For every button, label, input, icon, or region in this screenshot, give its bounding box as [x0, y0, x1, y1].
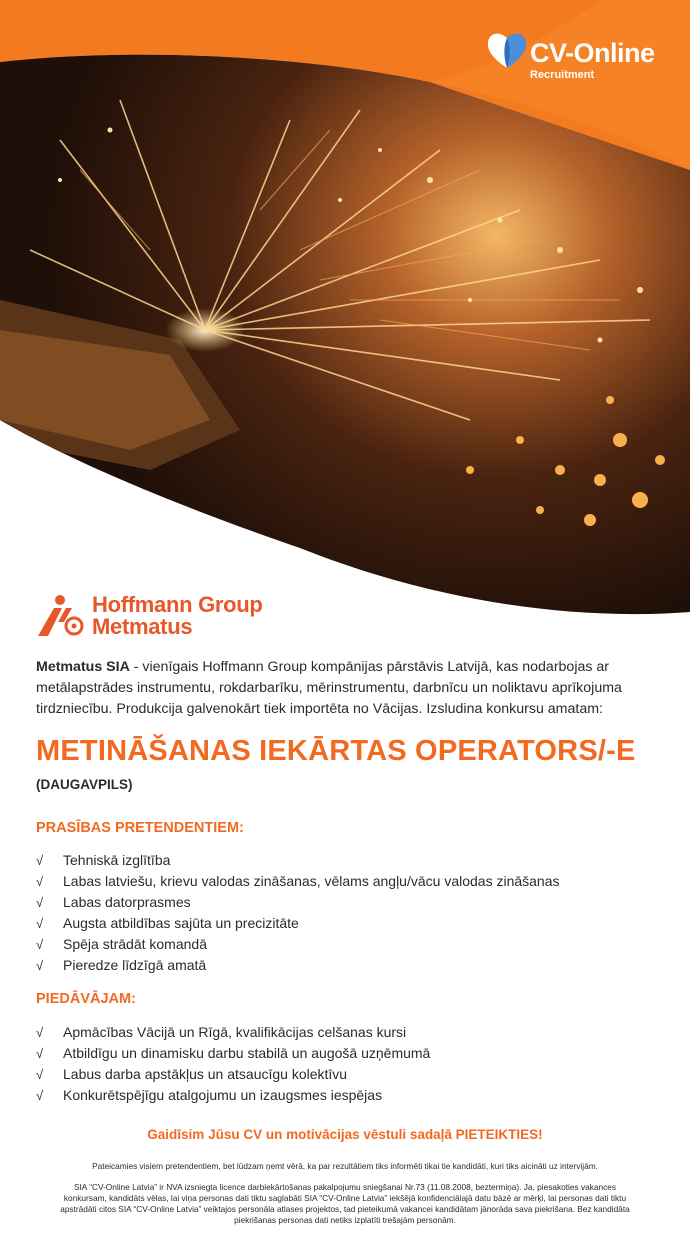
- list-item: √ Apmācības Vācijā un Rīgā, kvalifikācijas celšanas kursi: [36, 1022, 430, 1043]
- check-icon: √: [36, 1088, 44, 1103]
- company-logo-line1: Hoffmann Group: [92, 592, 263, 617]
- cv-online-logo-name: CV-Online: [530, 38, 655, 68]
- hoffmann-group-logo-icon: [36, 594, 86, 638]
- intro-text: - vienīgais Hoffmann Group kompānijas pārstāvis Latvijā, kas nodarbojas ar metālapstrādes instrumentu, rokdarbarīku, mērinstrumentu, darbnīcu un noliktavu aprīkojuma tirdzniecību. Produkcija galvenokārt tiek importēta no Vācijas. Izsludina konkursu amatam:: [36, 659, 622, 717]
- list-item: √ Spēja strādāt komandā: [36, 934, 560, 955]
- list-item: √ Augsta atbildības sajūta un precizitāte: [36, 913, 560, 934]
- offer-title: PIEDĀVĀJAM:: [36, 991, 136, 1007]
- apply-call-to-action: Gaidīsim Jūsu CV un motivācijas vēstuli sadaļā PIETEIKTIES!: [147, 1127, 543, 1142]
- company-logo: [36, 594, 296, 638]
- check-icon: √: [36, 1025, 44, 1040]
- job-title: METINĀŠANAS IEKĀRTAS OPERATORS/-E: [36, 735, 636, 767]
- check-icon: √: [36, 1046, 44, 1061]
- intro-paragraph: [36, 657, 656, 720]
- list-item: √ Labas latviešu, krievu valodas zināšanas, vēlams angļu/vācu valodas zināšanas: [36, 871, 560, 892]
- check-icon: √: [36, 895, 44, 910]
- requirements-list: [36, 850, 560, 976]
- cv-online-logo[interactable]: [486, 28, 656, 88]
- list-item: √ Pieredze līdzīgā amatā: [36, 955, 560, 976]
- requirements-title: PRASĪBAS PRETENDENTIEM:: [36, 820, 244, 836]
- check-icon: √: [36, 937, 44, 952]
- list-item: √ Tehniskā izglītība: [36, 850, 560, 871]
- list-item: √ Konkurētspējīgu atalgojumu un izaugsmes iespējas: [36, 1085, 430, 1106]
- list-item: √ Labus darba apstākļus un atsaucīgu kolektīvu: [36, 1064, 430, 1085]
- check-icon: √: [36, 853, 44, 868]
- company-name: Metmatus SIA: [36, 659, 130, 675]
- list-item: √ Atbildīgu un dinamisku darbu stabilā un augošā uzņēmumā: [36, 1043, 430, 1064]
- check-icon: √: [36, 958, 44, 973]
- offer-list: [36, 1022, 430, 1106]
- job-location: (DAUGAVPILS): [36, 777, 133, 792]
- check-icon: √: [36, 916, 44, 931]
- check-icon: √: [36, 1067, 44, 1082]
- welding-sparks-photo: [0, 0, 690, 620]
- list-item: √ Labas datorprasmes: [36, 892, 560, 913]
- hero-banner: [0, 0, 690, 620]
- check-icon: √: [36, 874, 44, 889]
- footer-license: SIA “CV-Online Latvia” ir NVA izsniegta licence darbiekārtošanas pakalpojumu sniegšanai Nr.73 (11.08.2008, beztermiņa). Ja, piesakoties vakances konkursam, kandidāts vēlas, lai viņa personas dati tiktu saglabāti SIA “CV-Online Latvia” iekšējā konfidenciālajā datu bāzē ar mērķi, lai personas dati tiktu apstrādāti citos SIA “CV-Online Latvia” veiktajos personāla atlases projektos, tad pieteikumā vakancei kandidātam jānorāda sava piekrišana. Bez kandidāta piekrišanas personas dati netiks izplatīti trešajām personām.: [60, 1182, 630, 1225]
- company-logo-line2: Metmatus: [92, 614, 193, 639]
- heart-logo-icon: [486, 30, 528, 70]
- cv-online-logo-sub: Recruitment: [530, 69, 595, 81]
- footer-note: Pateicamies visiem pretendentiem, bet lūdzam ņemt vērā, ka par rezultātiem tiks informēti tikai tie kandidāti, kuri tiks aicināti uz intervijām.: [92, 1161, 598, 1171]
